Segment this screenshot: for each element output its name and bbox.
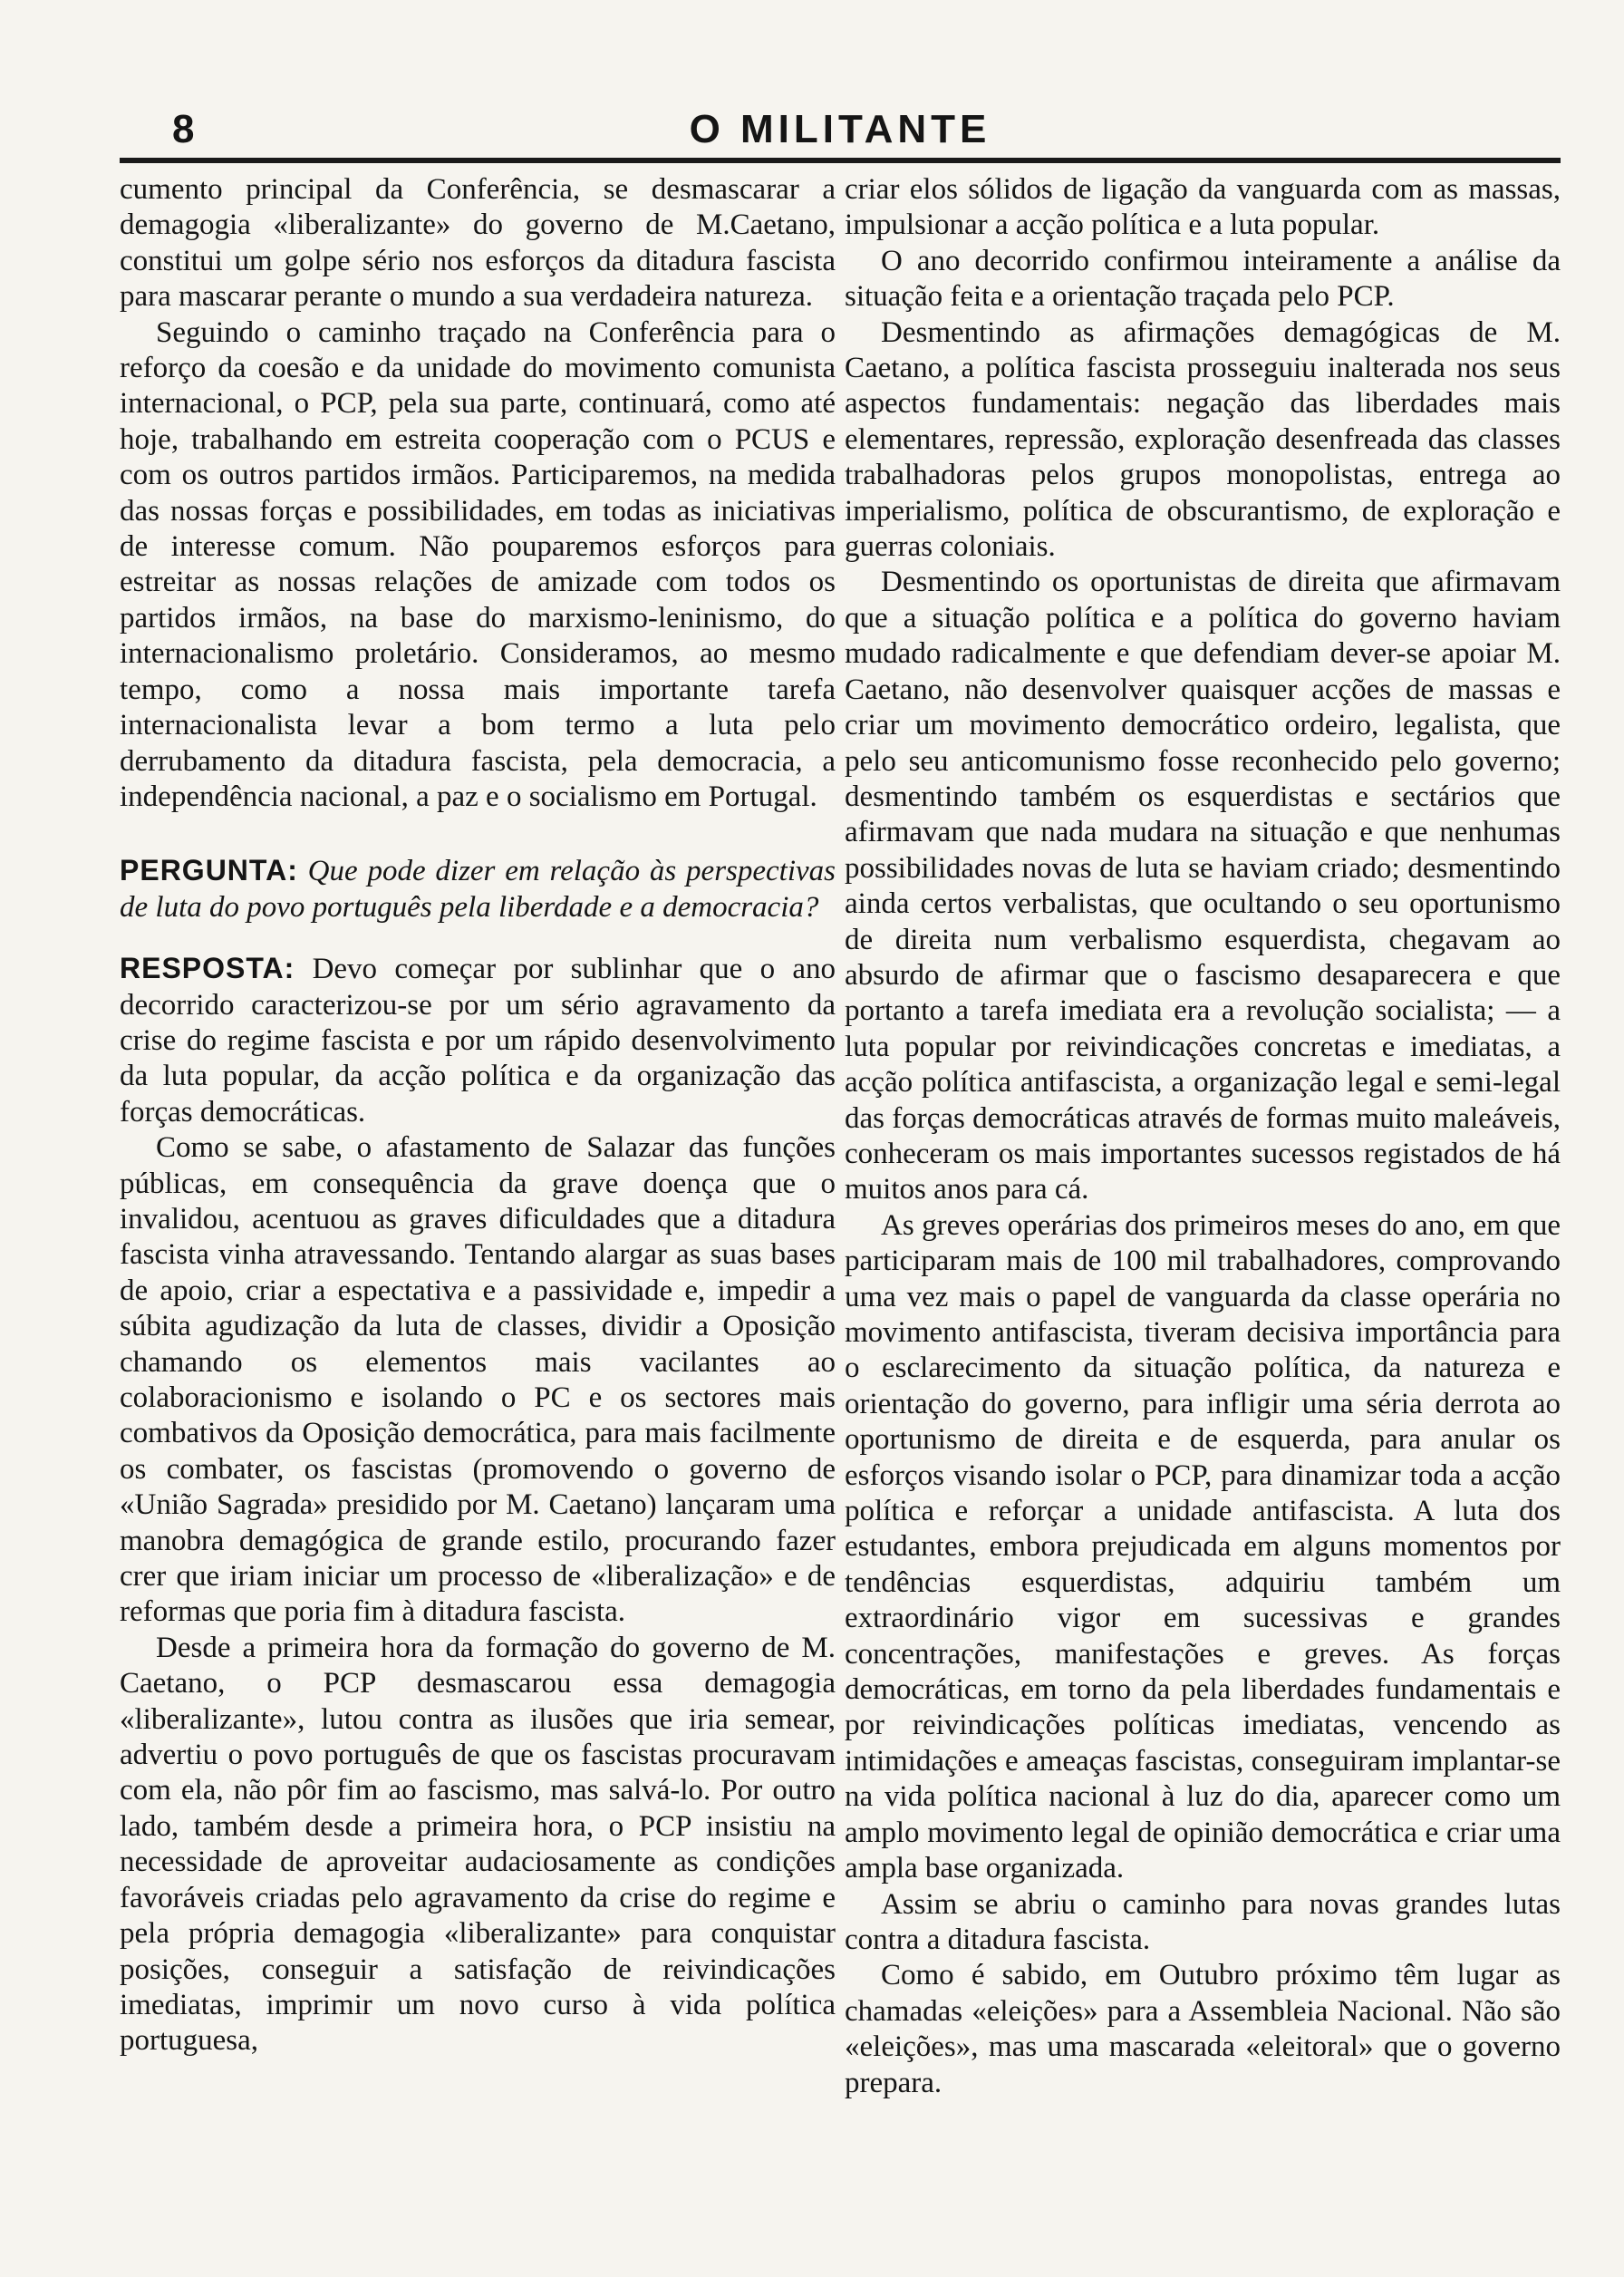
paragraph: Desde a primeira hora da formação do governo de M. Caetano, o PCP desmascarou essa demagogia «liberalizante», lutou contra as ilusões que iria semear, advertiu o povo português de que os fascistas procuravam com ela, não pôr fim ao fascismo, mas salvá-lo. Por outro lado, também desde a primeira hora, o PCP insistiu na necessidade de aproveitar audaciosamente as condições favoráveis criadas pelo agravamento da crise do regime e pela própria demagogia «liberalizante» para conquistar posições, conseguir a satisfação de reivindicações imediatas, imprimir um novo curso à vida política portuguesa, (120, 1631, 836, 2058)
paragraph: Como é sabido, em Outubro próximo têm lugar as chamadas «eleições» para a Assembleia Nacional. Não são «eleições», mas uma mascarada «eleitoral» que o governo prepara. (845, 1959, 1561, 2099)
paragraph: cumento principal da Conferência, se desmascarar a demagogia «liberalizante» do governo de M.Caetano, constitui um golpe sério nos esforços da ditadura fascista para mascarar perante o mundo a sua verdadeira natureza. (120, 173, 836, 314)
question-block (120, 853, 836, 925)
question-text: Que pode dizer em relação às perspectivas de luta do povo português pela liberdade e a democracia? (120, 855, 836, 924)
paragraph: Desmentindo os oportunistas de direita que afirmavam que a situação política e a política do governo haviam mudado radicalmente e que defendiam dever-se apoiar M. Caetano, não desenvolver quaisquer acções de massas e criar um movimento democrático ordeiro, legalista, que pelo seu anticomunismo fosse reconhecido pelo governo; desmentindo também os esquerdistas e sectários que afirmavam que nada mudara na situação e que nenhumas possibilidades novas de luta se haviam criado; desmentindo ainda certos verbalistas, que ocultando o seu oportunismo de direita num verbalismo esquerdista, chegavam ao absurdo de afirmar que o fascismo desaparecera e que portanto a tarefa imediata era a revolução socialista; — a luta popular por reivindicações concretas e imediatas, a acção política antifascista, a organização legal e semi-legal das forças democráticas através de formas muito maleáveis, conheceram os mais importantes sucessos registados de há muitos anos para cá. (845, 566, 1561, 1206)
paragraph: Como se sabe, o afastamento de Salazar das funções públicas, em consequência da grave doença que o invalidou, acentuou as graves dificuldades que a ditadura fascista vinha atravessando. Tentando alargar as suas bases de apoio, criar a espectativa e a passividade e, impedir a súbita agudização da luta de classes, dividir a Oposição chamando os elementos mais vacilantes ao colaboracionismo e isolando o PC e os sectores mais combativos da Oposição democrática, para mais facilmente os combater, os fascistas (promovendo o governo de «União Sagrada» presidido por M. Caetano) lançaram uma manobra demagógica de grande estilo, procurando fazer crer que iriam iniciar um processo de «liberalização» e de reformas que poria fim à ditadura fascista. (120, 1131, 836, 1629)
left-column (120, 172, 836, 2059)
header-rule (120, 158, 1561, 163)
paragraph: Desmentindo as afirmações demagógicas de M. Caetano, a política fascista prosseguiu inalterada nos seus aspectos fundamentais: negação das liberdades mais elementares, repressão, exploração desenfreada das classes trabalhadoras pelos grupos monopolistas, entrega ao imperialismo, política de obscurantismo, de exploração e guerras coloniais. (845, 315, 1561, 564)
paragraph: Seguindo o caminho traçado na Conferência para o reforço da coesão e da unidade do movimento comunista internacional, o PCP, pela sua parte, continuará, como até hoje, trabalhando em estreita cooperação com o PCUS e com os outros partidos irmãos. Participaremos, na medida das nossas forças e possibilidades, em todas as iniciativas de interesse comum. Não pouparemos esforços para estreitar as nossas relações de amizade com todos os partidos irmãos, na base do marxismo-leninismo, do internacionalismo proletário. Consideramos, ao mesmo tempo, como a nossa mais importante tarefa internacionalista levar a bom termo a luta pelo derrubamento da ditadura fascista, pela democracia, a independência nacional, a paz e o socialismo em Portugal. (120, 315, 836, 813)
answer-text: Devo começar por sublinhar que o ano decorrido caracterizou-se por um sério agravamento da crise do regime fascista e por um rápido desenvolvimento da luta popular, da acção política e da organização das forças democráticas. (120, 953, 836, 1129)
answer-label: RESPOSTA: (120, 952, 295, 985)
question-label: PERGUNTA: (120, 854, 298, 887)
paragraph: criar elos sólidos de ligação da vanguarda com as massas, impulsionar a acção política e a luta popular. (845, 173, 1561, 242)
paragraph: O ano decorrido confirmou inteiramente a análise da situação feita e a orientação traçada pelo PCP. (845, 244, 1561, 314)
answer-block (120, 951, 836, 1130)
right-column (845, 172, 1561, 2101)
paragraph: As greves operárias dos primeiros meses do ano, em que participaram mais de 100 mil trabalhadores, comprovando uma vez mais o papel de vanguarda da classe operária no movimento antifascista, tiveram decisiva importância para o esclarecimento da situação política, da natureza e orientação do governo, para infligir uma séria derrota ao oportunismo de direita e de esquerda, para anular os esforços visando isolar o PCP, para dinamizar toda a acção política e reforçar a unidade antifascista. A luta dos estudantes, embora prejudicada em alguns momentos por tendências esquerdistas, adquiriu também um extraordinário vigor em sucessivas e grandes concentrações, manifestações e greves. As forças democráticas, em torno da pela liberdades fundamentais e por reivindicações políticas imediatas, vencendo as intimidações e ameaças fascistas, conseguiram implantar-se na vida política nacional à luz do dia, aparecer como um amplo movimento legal de opinião democrática e criar uma ampla base organizada. (845, 1208, 1561, 1885)
publication-title: O MILITANTE (689, 107, 991, 151)
paragraph: Assim se abriu o caminho para novas grandes lutas contra a ditadura fascista. (845, 1887, 1561, 1956)
page-number: 8 (172, 107, 195, 151)
page-header (120, 107, 1561, 158)
